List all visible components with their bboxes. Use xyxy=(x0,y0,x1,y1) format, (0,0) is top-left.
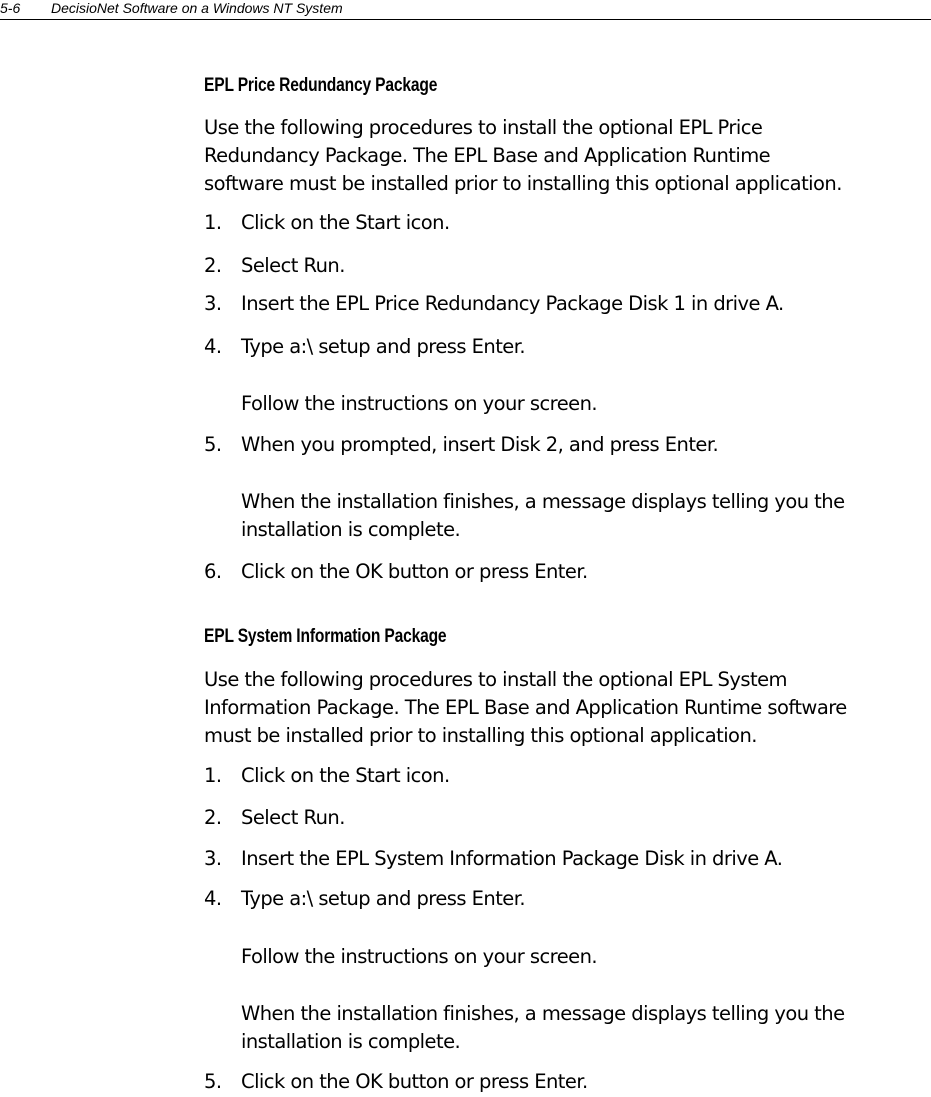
intro-line: must be installed prior to installing this optional application. xyxy=(204,724,757,747)
step-text: Type a:\ setup and press Enter. xyxy=(241,335,526,358)
note-line: Follow the instructions on your screen. xyxy=(241,392,598,415)
note-line: installation is complete. xyxy=(241,518,461,541)
step-text: When you prompted, insert Disk 2, and press Enter. xyxy=(241,433,719,456)
running-title: DecisioNet Software on a Windows NT System xyxy=(51,0,343,16)
step-note xyxy=(241,943,597,971)
intro-line: Redundancy Package. The EPL Base and Application Runtime xyxy=(204,144,771,167)
note-line: When the installation finishes, a message displays telling you the xyxy=(241,490,845,513)
step-text: Click on the Start icon. xyxy=(241,764,450,787)
step-text: Insert the EPL Price Redundancy Package Disk 1 in drive A. xyxy=(241,292,784,315)
step-text: Click on the OK button or press Enter. xyxy=(241,560,588,583)
intro-line: software must be installed prior to installing this optional application. xyxy=(204,172,842,195)
step-text: Select Run. xyxy=(241,254,345,277)
step-text: Click on the OK button or press Enter. xyxy=(241,1070,588,1093)
section-heading: EPL System Information Package xyxy=(204,626,447,647)
intro-paragraph xyxy=(204,114,930,198)
step-number: 5. xyxy=(204,433,222,456)
page-number: 5-6 xyxy=(0,0,21,16)
step-number: 6. xyxy=(204,560,222,583)
step-number: 4. xyxy=(204,887,222,910)
step-number: 1. xyxy=(204,764,222,787)
step-text: Insert the EPL System Information Package Disk in drive A. xyxy=(241,847,783,870)
intro-line: Use the following procedures to install the optional EPL Price xyxy=(204,116,763,139)
step-number: 3. xyxy=(204,847,222,870)
section-heading: EPL Price Redundancy Package xyxy=(204,75,438,96)
step-note xyxy=(241,390,597,418)
step-number: 4. xyxy=(204,335,222,358)
step-number: 1. xyxy=(204,211,222,234)
intro-paragraph xyxy=(204,666,930,750)
step-text: Type a:\ setup and press Enter. xyxy=(241,887,526,910)
step-text: Select Run. xyxy=(241,806,345,829)
step-number: 2. xyxy=(204,254,222,277)
intro-line: Use the following procedures to install the optional EPL System xyxy=(204,668,787,691)
step-text: Click on the Start icon. xyxy=(241,211,450,234)
note-line: Follow the instructions on your screen. xyxy=(241,945,598,968)
note-line: When the installation finishes, a message displays telling you the xyxy=(241,1002,845,1025)
step-number: 2. xyxy=(204,806,222,829)
step-number: 5. xyxy=(204,1070,222,1093)
note-line: installation is complete. xyxy=(241,1030,461,1053)
step-note xyxy=(241,488,845,544)
intro-line: Information Package. The EPL Base and Application Runtime software xyxy=(204,696,847,719)
step-number: 3. xyxy=(204,292,222,315)
step-note xyxy=(241,1000,845,1056)
running-header xyxy=(0,0,931,20)
